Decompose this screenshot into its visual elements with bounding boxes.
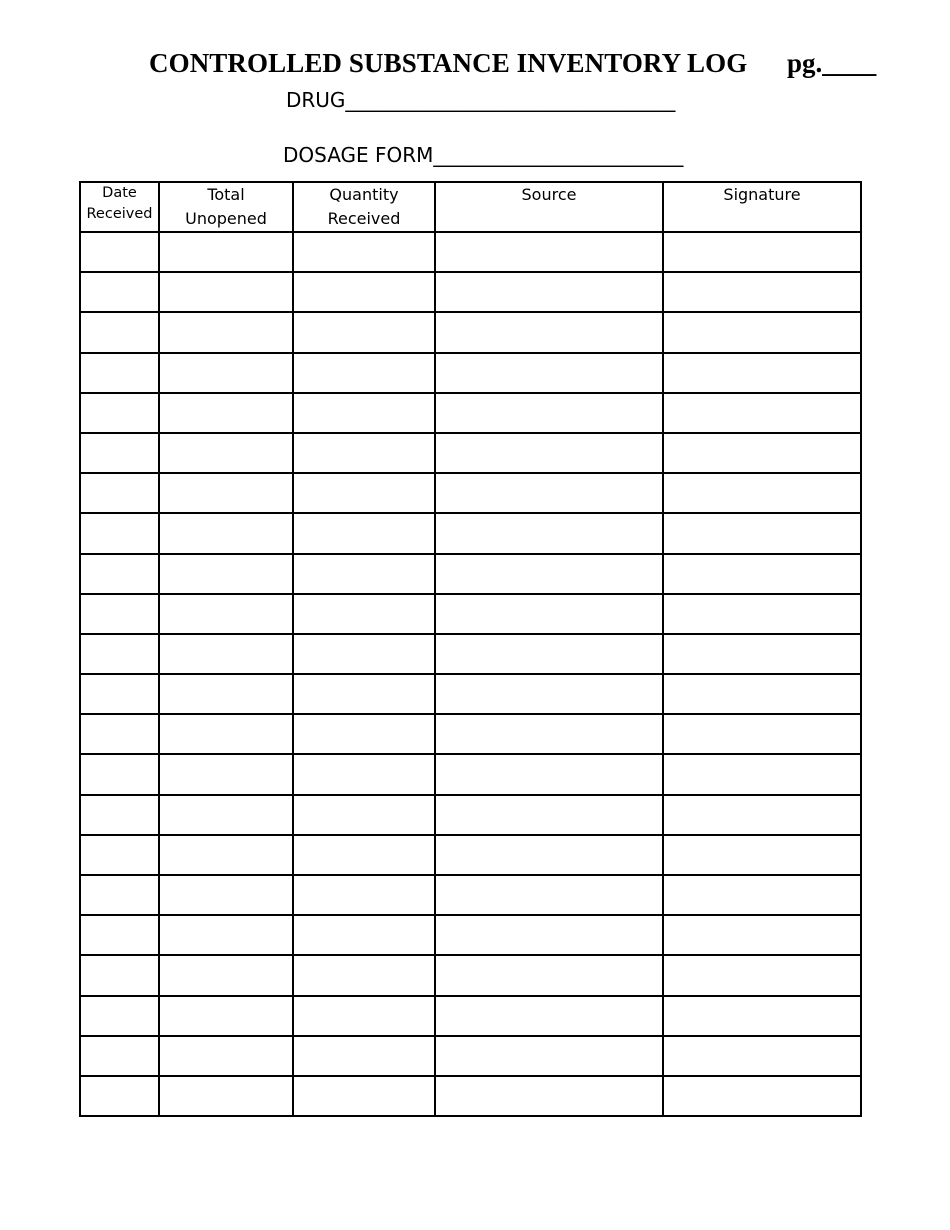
date-received-cell[interactable] (80, 353, 159, 393)
signature-cell[interactable] (663, 714, 861, 754)
table-row (80, 353, 861, 393)
signature-cell[interactable] (663, 1036, 861, 1076)
source-cell[interactable] (435, 513, 663, 553)
source-cell[interactable] (435, 1036, 663, 1076)
quantity-received-cell[interactable] (293, 272, 435, 312)
form-title: CONTROLLED SUBSTANCE INVENTORY LOG (149, 48, 748, 78)
total-unopened-cell[interactable] (159, 835, 293, 875)
total-unopened-cell[interactable] (159, 634, 293, 674)
header-total-unopened-line2: Unopened (185, 209, 267, 228)
signature-cell[interactable] (663, 915, 861, 955)
source-cell[interactable] (435, 714, 663, 754)
table-row (80, 795, 861, 835)
signature-cell[interactable] (663, 996, 861, 1036)
table-row (80, 272, 861, 312)
quantity-received-cell[interactable] (293, 594, 435, 634)
signature-cell[interactable] (663, 795, 861, 835)
table-row (80, 312, 861, 352)
header-date-received-line2: Received (86, 206, 153, 222)
date-received-cell[interactable] (80, 272, 159, 312)
header-source-label: Source (521, 185, 577, 204)
signature-cell[interactable] (663, 433, 861, 473)
quantity-received-cell[interactable] (293, 393, 435, 433)
total-unopened-cell[interactable] (159, 312, 293, 352)
drug-field: DRUG_________________________________ (286, 88, 676, 112)
source-cell[interactable] (435, 312, 663, 352)
total-unopened-cell[interactable] (159, 996, 293, 1036)
table-row (80, 1036, 861, 1076)
signature-cell[interactable] (663, 835, 861, 875)
header-signature-label: Signature (723, 185, 801, 204)
date-received-cell[interactable] (80, 754, 159, 794)
header-signature (663, 182, 861, 232)
quantity-received-cell[interactable] (293, 433, 435, 473)
total-unopened-cell[interactable] (159, 232, 293, 272)
date-received-cell[interactable] (80, 634, 159, 674)
total-unopened-cell[interactable] (159, 955, 293, 995)
dosage-form-field: DOSAGE FORM_________________________ (283, 143, 684, 167)
total-unopened-cell[interactable] (159, 875, 293, 915)
table-row (80, 433, 861, 473)
total-unopened-cell[interactable] (159, 473, 293, 513)
table-row (80, 915, 861, 955)
signature-cell[interactable] (663, 754, 861, 794)
header-quantity-received-line2: Received (327, 209, 401, 228)
header-total-unopened (159, 182, 293, 232)
signature-cell[interactable] (663, 554, 861, 594)
signature-cell[interactable] (663, 875, 861, 915)
table-row (80, 714, 861, 754)
signature-cell[interactable] (663, 634, 861, 674)
total-unopened-cell[interactable] (159, 714, 293, 754)
quantity-received-cell[interactable] (293, 955, 435, 995)
source-cell[interactable] (435, 473, 663, 513)
total-unopened-cell[interactable] (159, 1076, 293, 1116)
quantity-received-cell[interactable] (293, 835, 435, 875)
total-unopened-cell[interactable] (159, 433, 293, 473)
table-row (80, 754, 861, 794)
quantity-received-cell[interactable] (293, 554, 435, 594)
signature-cell[interactable] (663, 353, 861, 393)
source-cell[interactable] (435, 272, 663, 312)
signature-cell[interactable] (663, 312, 861, 352)
header-quantity-received-line1: Quantity (329, 185, 399, 204)
date-received-cell[interactable] (80, 835, 159, 875)
signature-cell[interactable] (663, 232, 861, 272)
page-number-field: pg.____ (787, 48, 877, 78)
quantity-received-cell[interactable] (293, 353, 435, 393)
source-cell[interactable] (435, 754, 663, 794)
total-unopened-cell[interactable] (159, 272, 293, 312)
table-row (80, 473, 861, 513)
total-unopened-cell[interactable] (159, 795, 293, 835)
table-row (80, 634, 861, 674)
quantity-received-cell[interactable] (293, 915, 435, 955)
table-body (80, 232, 861, 1116)
date-received-cell[interactable] (80, 473, 159, 513)
quantity-received-cell[interactable] (293, 996, 435, 1036)
table-row (80, 1076, 861, 1116)
signature-cell[interactable] (663, 473, 861, 513)
signature-cell[interactable] (663, 272, 861, 312)
date-received-cell[interactable] (80, 714, 159, 754)
date-received-cell[interactable] (80, 393, 159, 433)
header-date-received (80, 182, 159, 232)
quantity-received-cell[interactable] (293, 795, 435, 835)
source-cell[interactable] (435, 795, 663, 835)
quantity-received-cell[interactable] (293, 232, 435, 272)
total-unopened-cell[interactable] (159, 1036, 293, 1076)
quantity-received-cell[interactable] (293, 634, 435, 674)
quantity-received-cell[interactable] (293, 312, 435, 352)
source-cell[interactable] (435, 835, 663, 875)
total-unopened-cell[interactable] (159, 915, 293, 955)
source-cell[interactable] (435, 996, 663, 1036)
quantity-received-cell[interactable] (293, 1036, 435, 1076)
source-cell[interactable] (435, 1076, 663, 1116)
header-date-received-line1: Date (102, 185, 137, 201)
total-unopened-cell[interactable] (159, 674, 293, 714)
date-received-cell[interactable] (80, 1076, 159, 1116)
signature-cell[interactable] (663, 393, 861, 433)
source-cell[interactable] (435, 915, 663, 955)
source-cell[interactable] (435, 433, 663, 473)
signature-cell[interactable] (663, 955, 861, 995)
total-unopened-cell[interactable] (159, 554, 293, 594)
table-row (80, 232, 861, 272)
source-cell[interactable] (435, 674, 663, 714)
source-cell[interactable] (435, 353, 663, 393)
table-row (80, 393, 861, 433)
date-received-cell[interactable] (80, 674, 159, 714)
signature-cell[interactable] (663, 513, 861, 553)
table-row (80, 513, 861, 553)
source-cell[interactable] (435, 875, 663, 915)
table-header-row (80, 182, 861, 232)
quantity-received-cell[interactable] (293, 674, 435, 714)
total-unopened-cell[interactable] (159, 513, 293, 553)
source-cell[interactable] (435, 955, 663, 995)
quantity-received-cell[interactable] (293, 1076, 435, 1116)
date-received-cell[interactable] (80, 312, 159, 352)
source-cell[interactable] (435, 554, 663, 594)
inventory-log-table (79, 181, 862, 1117)
date-received-cell[interactable] (80, 875, 159, 915)
source-cell[interactable] (435, 594, 663, 634)
source-cell[interactable] (435, 634, 663, 674)
total-unopened-cell[interactable] (159, 594, 293, 634)
date-received-cell[interactable] (80, 955, 159, 995)
date-received-cell[interactable] (80, 232, 159, 272)
table-row (80, 594, 861, 634)
date-received-cell[interactable] (80, 1036, 159, 1076)
quantity-received-cell[interactable] (293, 754, 435, 794)
table-row (80, 955, 861, 995)
quantity-received-cell[interactable] (293, 513, 435, 553)
date-received-cell[interactable] (80, 795, 159, 835)
date-received-cell[interactable] (80, 513, 159, 553)
date-received-cell[interactable] (80, 915, 159, 955)
signature-cell[interactable] (663, 1076, 861, 1116)
header-source (435, 182, 663, 232)
signature-cell[interactable] (663, 594, 861, 634)
table-row (80, 875, 861, 915)
total-unopened-cell[interactable] (159, 393, 293, 433)
quantity-received-cell[interactable] (293, 714, 435, 754)
source-cell[interactable] (435, 393, 663, 433)
table-row (80, 996, 861, 1036)
date-received-cell[interactable] (80, 433, 159, 473)
header-quantity-received (293, 182, 435, 232)
date-received-cell[interactable] (80, 594, 159, 634)
quantity-received-cell[interactable] (293, 473, 435, 513)
total-unopened-cell[interactable] (159, 754, 293, 794)
signature-cell[interactable] (663, 674, 861, 714)
quantity-received-cell[interactable] (293, 875, 435, 915)
source-cell[interactable] (435, 232, 663, 272)
date-received-cell[interactable] (80, 996, 159, 1036)
table-row (80, 835, 861, 875)
table-row (80, 554, 861, 594)
date-received-cell[interactable] (80, 554, 159, 594)
total-unopened-cell[interactable] (159, 353, 293, 393)
table-row (80, 674, 861, 714)
header-total-unopened-line1: Total (207, 185, 245, 204)
